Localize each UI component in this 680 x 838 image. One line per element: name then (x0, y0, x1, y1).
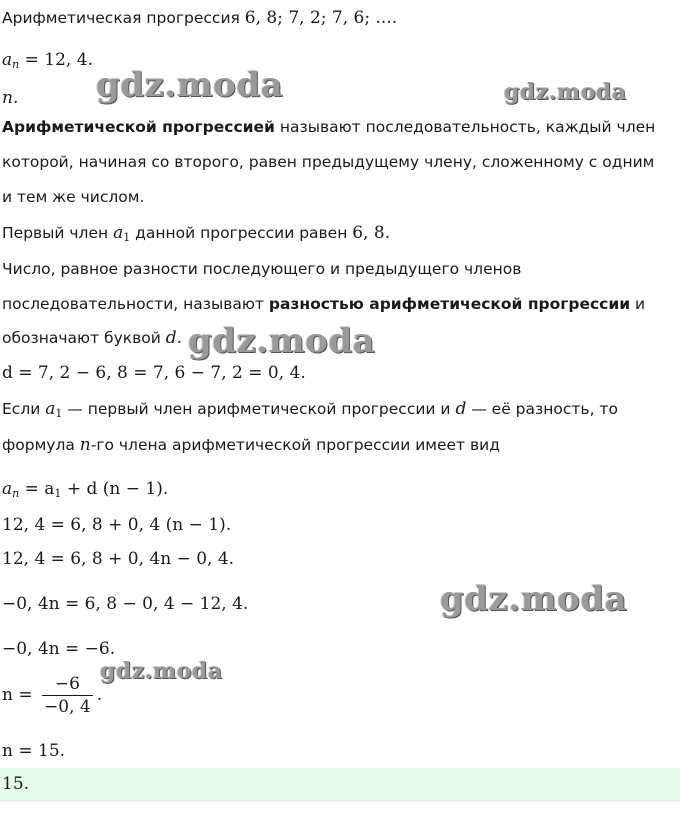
difference-line-2 (2, 293, 645, 315)
watermark-2: gdz.moda (504, 79, 627, 105)
answer-value: 15. (2, 774, 30, 794)
fraction (42, 673, 93, 718)
first-term-text-a: Первый член (2, 224, 114, 242)
formula-intro-line-1 (2, 398, 618, 420)
f3-text: 12, 4 = 6, 8 + 0, 4n − 0, 4. (2, 549, 235, 569)
answer-box (0, 768, 680, 802)
f1-var-a: a (2, 479, 13, 499)
first-term-text-b: данной прогрессии равен (130, 224, 353, 242)
sub-n: n (12, 58, 20, 71)
f5-text: −0, 4n = −6. (2, 639, 116, 659)
problem-sequence: 6, 8; 7, 2; 7, 6; .... (244, 8, 398, 28)
f1-sub-1: 1 (54, 487, 62, 500)
equation-d-text: d = 7, 2 − 6, 8 = 7, 6 − 7, 2 = 0, 4. (2, 363, 306, 383)
difference-line-1 (2, 258, 521, 280)
formula-intro-line-2 (2, 434, 500, 456)
var-a1-2: a (45, 399, 56, 419)
formula-step-1 (2, 514, 231, 536)
f4-text: −0, 4n = 6, 8 − 0, 4 − 12, 4. (2, 594, 249, 614)
var-n-2: n (79, 435, 91, 455)
equation-d (2, 362, 306, 384)
var-d-2: d (455, 399, 467, 419)
first-term-line (2, 222, 390, 244)
definition-line-2 (2, 151, 654, 173)
var-d: d. (165, 328, 183, 348)
term-difference: разностью арифметической прогрессии (268, 295, 631, 313)
f2-text: 12, 4 = 6, 8 + 0, 4 (n − 1). (2, 515, 232, 535)
given-an (2, 49, 93, 71)
formula-fraction (2, 673, 102, 718)
difference-text-3: обозначают буквой (2, 329, 166, 347)
first-term-value: 6, 8. (352, 223, 391, 243)
formula-step-4 (2, 638, 115, 660)
sub-1: 1 (123, 231, 131, 244)
problem-text: Арифметическая прогрессия (2, 9, 240, 27)
difference-text-1: Число, равное разности последующего и предыдущего членов (2, 260, 522, 278)
formula-intro-a: Если (2, 400, 46, 418)
formula-step-3 (2, 593, 248, 615)
f1-sub-n: n (12, 487, 20, 500)
difference-line-3 (2, 327, 182, 349)
var-a1: a (113, 223, 124, 243)
formula-intro-2b: -го члена арифметической прогрессии имеет вид (90, 436, 500, 454)
definition-text-3: и тем же числом. (2, 188, 145, 206)
find-n (2, 87, 18, 109)
fraction-numerator: −6 (42, 673, 93, 696)
watermark-1: gdz.moda (96, 65, 284, 105)
f6-end: . (96, 685, 103, 705)
definition-text-2: которой, начиная со второго, равен предыдущему члену, сложенному с одним (2, 153, 655, 171)
watermark-3: gdz.moda (188, 321, 376, 361)
difference-text-2b: и (630, 295, 646, 313)
definition-text-1: называют последовательность, каждый член (274, 118, 656, 136)
sub-1-2: 1 (55, 407, 63, 420)
term-arithmetic-progression: Арифметической прогрессией (2, 118, 275, 136)
f1-mid: = a (19, 479, 55, 499)
given-value: = 12, 4. (19, 50, 93, 70)
formula-general (2, 478, 168, 500)
var-n: n. (2, 88, 19, 108)
formula-step-2 (2, 548, 234, 570)
definition-line-3 (2, 186, 144, 208)
watermark-4: gdz.moda (440, 579, 628, 619)
var-a: a (2, 50, 13, 70)
f1-rest: + d (n − 1). (61, 479, 169, 499)
fraction-denominator: −0, 4 (44, 697, 91, 717)
f6-lhs: n = (2, 685, 33, 705)
difference-text-2a: последовательности, называют (2, 295, 269, 313)
formula-result (2, 740, 65, 762)
definition-line-1 (2, 116, 655, 138)
formula-intro-c: — её разность, то (466, 400, 618, 418)
watermark-5: gdz.moda (100, 658, 223, 684)
f7-text: n = 15. (2, 741, 66, 761)
problem-statement (2, 7, 397, 29)
formula-intro-2a: формула (2, 436, 80, 454)
formula-intro-b: — первый член арифметической прогрессии и (62, 400, 456, 418)
